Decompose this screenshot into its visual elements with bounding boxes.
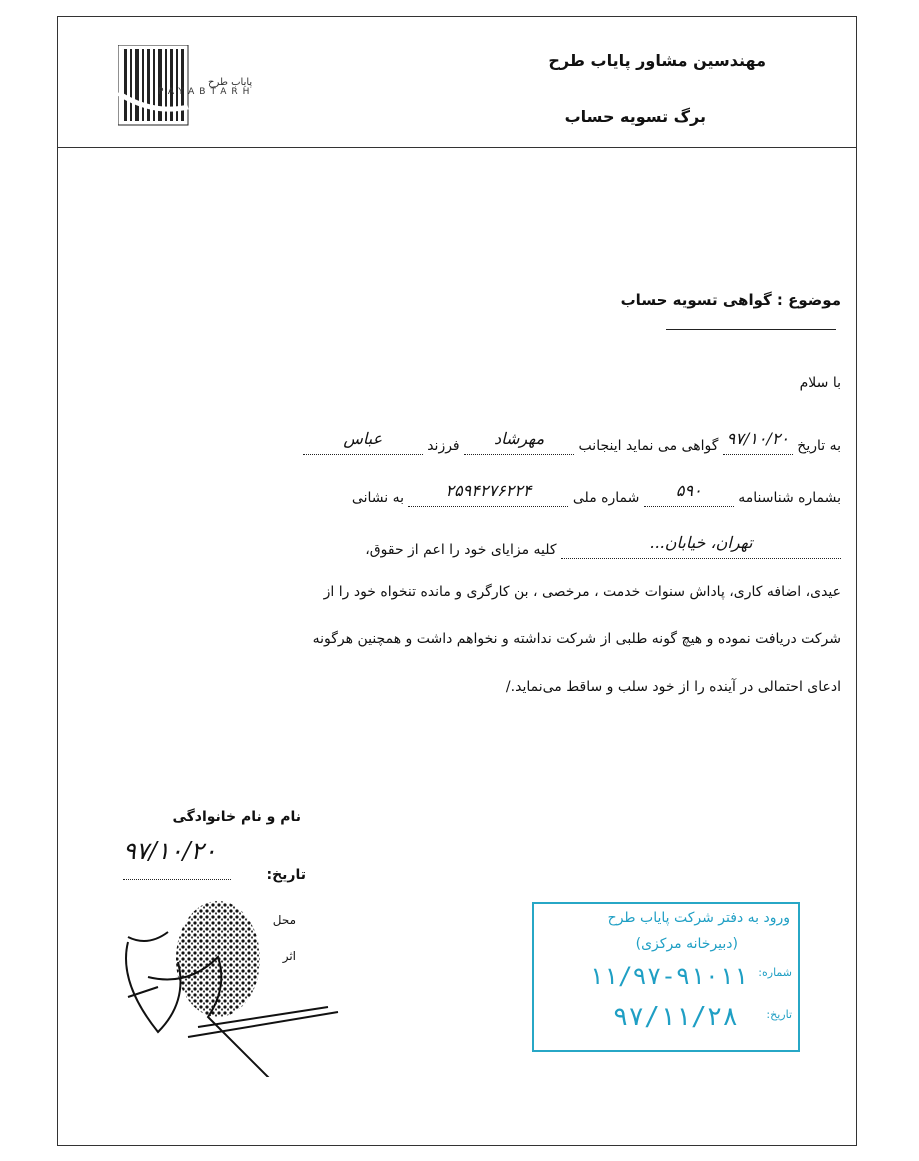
handwritten-name: مهرشاد xyxy=(494,429,545,448)
form-title: برگ تسویه حساب xyxy=(564,107,706,126)
body-line-1 xyxy=(123,429,841,455)
national-id-field xyxy=(408,481,568,507)
text: به نشانی xyxy=(351,490,404,506)
id-field xyxy=(644,481,734,507)
stamp-number-label: شماره: xyxy=(758,966,792,979)
handwritten-national-id: ۲۵۹۴۲۷۶۲۲۴ xyxy=(445,481,532,500)
stamp-line-2: (دبیرخانه مرکزی) xyxy=(635,936,738,952)
logo-text: PAYABTARH xyxy=(158,87,255,97)
signature-name-label: نام و نام خانوادگی xyxy=(172,809,301,825)
father-field xyxy=(303,429,423,455)
header-divider xyxy=(58,147,856,148)
stamp-number: ۱۱/۹۷-۹۱۰۱۱ xyxy=(589,962,748,990)
body-line-2 xyxy=(123,481,841,507)
text: کلیه مزایای خود را اعم از حقوق، xyxy=(365,542,557,558)
stamp-line-1: ورود به دفتر شرکت پایاب طرح xyxy=(607,910,790,926)
body-line-3 xyxy=(123,533,841,559)
address-field xyxy=(561,533,841,559)
body-line-5: شرکت دریافت نموده و هیچ گونه طلبی از شرکت نداشته و نخواهم داشت و همچنین هرگونه xyxy=(312,631,841,647)
text: گواهی می نماید اینجانب xyxy=(578,438,719,454)
text: بشماره شناسنامه xyxy=(738,490,841,506)
signature-date-value: ۹۷/۱۰/۲۰ xyxy=(123,837,217,865)
fingerprint-label: اثر xyxy=(282,949,296,963)
signature-place-label: محل xyxy=(272,913,296,927)
handwritten-signature xyxy=(88,897,368,1077)
signature-date-line xyxy=(123,879,231,880)
logo-fa: پایاب طرح xyxy=(208,77,253,88)
document-page xyxy=(57,16,857,1146)
stamp-date: ۹۷/۱۱/۲۸ xyxy=(612,1002,738,1032)
stamp-date-label: تاریخ: xyxy=(766,1008,792,1021)
registry-stamp xyxy=(532,902,800,1052)
subject-underline xyxy=(666,329,836,330)
name-field xyxy=(464,429,574,455)
date-field xyxy=(723,429,793,455)
subject: موضوع : گواهی تسویه حساب xyxy=(620,291,841,309)
body-line-6: ادعای احتمالی در آینده را از خود سلب و ساقط می‌نماید./ xyxy=(505,679,841,695)
handwritten-address: تهران، خیابان... xyxy=(649,533,753,552)
handwritten-father: عباس xyxy=(343,429,383,448)
company-name: مهندسین مشاور پایاب طرح xyxy=(548,51,766,70)
handwritten-id: ۵۹۰ xyxy=(675,481,702,500)
text: فرزند xyxy=(427,438,460,454)
signature-date-label: تاریخ: xyxy=(266,867,306,883)
text: به تاریخ xyxy=(797,438,841,454)
handwritten-date: ۹۷/۱۰/۲۰ xyxy=(726,429,789,448)
greeting: با سلام xyxy=(799,375,841,391)
body-line-4: عیدی، اضافه کاری، پاداش سنوات خدمت ، مرخصی ، بن کارگری و مانده تنخواه خود را از xyxy=(323,584,841,600)
text: شماره ملی xyxy=(572,490,640,506)
